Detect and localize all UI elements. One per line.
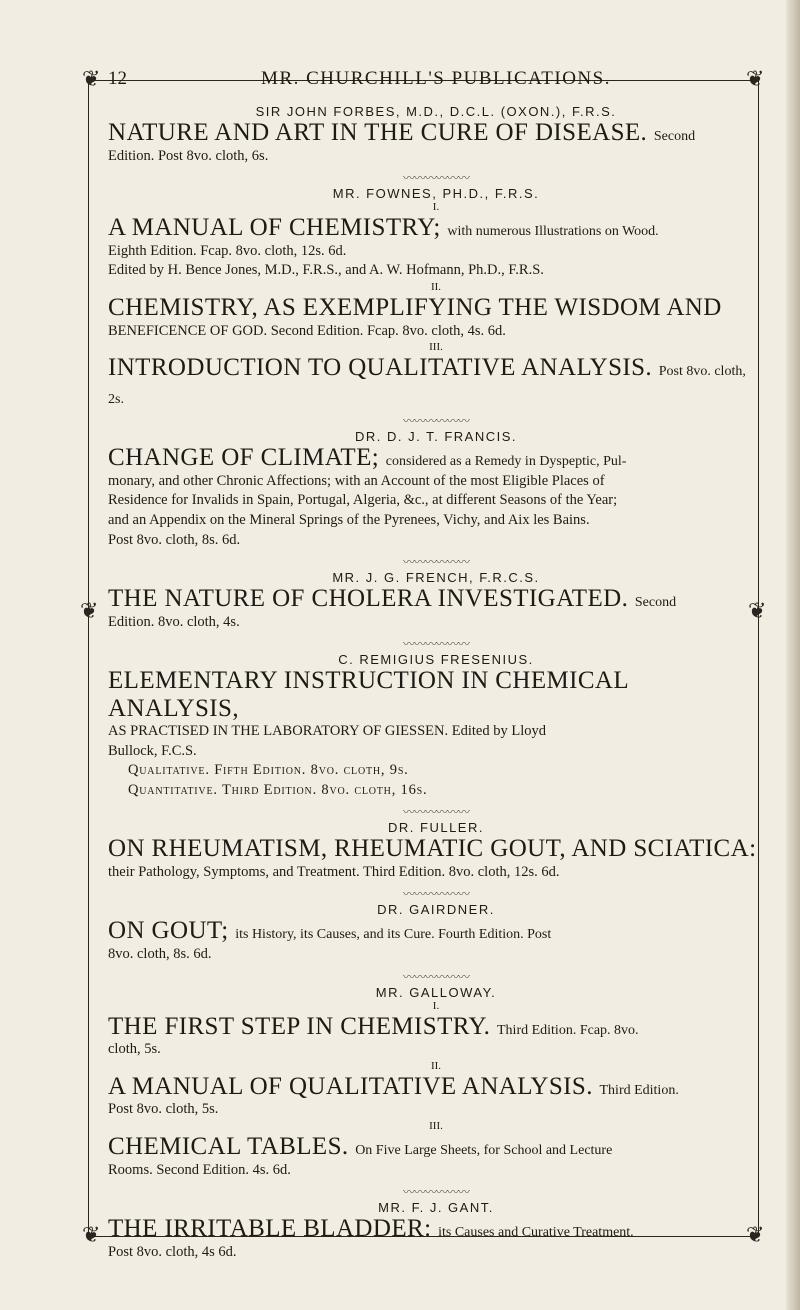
book-title-text: ON GOUT; xyxy=(108,917,229,945)
book-title xyxy=(108,585,764,613)
book-details: 8vo. cloth, 8s. 6d. xyxy=(108,945,212,962)
book-title xyxy=(108,1133,764,1161)
book-title-text: A MANUAL OF CHEMISTRY; xyxy=(108,214,441,242)
author-name: DR. D. J. T. FRANCIS. xyxy=(355,429,517,445)
book-title-suffix: its History, its Causes, and its Cure. Fourth Edition. Post xyxy=(235,927,552,943)
book-title xyxy=(108,294,764,322)
publication-entry xyxy=(108,971,764,1181)
divider-rule: 〰〰〰〰〰〰 xyxy=(402,171,469,186)
edition-detail: Qualitative. Fifth Edition. 8vo. cloth, 9s. xyxy=(128,762,409,779)
book-details: monary, and other Chronic Affections; with an Account of the most Eligible Places of xyxy=(108,472,605,489)
author-name: MR. FOWNES, PH.D., F.R.S. xyxy=(332,186,540,202)
roman-numeral: III. xyxy=(429,1120,443,1132)
author-name: MR. J. G. FRENCH, F.R.C.S. xyxy=(332,570,540,586)
divider-rule: 〰〰〰〰〰〰 xyxy=(402,555,469,570)
book-details: Post 8vo. cloth, 8s. 6d. xyxy=(108,531,241,548)
book-title-text: NATURE AND ART IN THE CURE OF DISEASE. xyxy=(108,119,648,146)
book-title xyxy=(108,835,764,863)
book-title-text: THE NATURE OF CHOLERA INVESTIGATED. xyxy=(108,585,629,613)
author-name: C. REMIGIUS FRESENIUS. xyxy=(338,652,534,668)
page-edge-shadow xyxy=(786,0,800,1310)
book-details: AS PRACTISED IN THE LABORATORY OF GIESSEN. Edited by Lloyd xyxy=(108,723,546,740)
publication-entry xyxy=(108,415,764,550)
divider-rule: 〰〰〰〰〰〰 xyxy=(402,805,469,820)
book-details: Post 8vo. cloth, 4s 6d. xyxy=(108,1243,237,1260)
book-title-text: A MANUAL OF QUALITATIVE ANALYSIS. xyxy=(108,1072,593,1100)
book-details: Edited by H. Bence Jones, M.D., F.R.S., and A. W. Hofmann, Ph.D., F.R.S. xyxy=(108,262,544,279)
page-number: 12 xyxy=(108,68,127,89)
book-details: Residence for Invalids in Spain, Portugal, Algeria, &c., at different Seasons of the Year; xyxy=(108,492,618,509)
book-title-text: THE FIRST STEP IN CHEMISTRY. xyxy=(108,1012,491,1040)
page-content xyxy=(108,66,767,1262)
book-title xyxy=(108,214,764,242)
roman-numeral: II. xyxy=(430,280,442,293)
book-details: and an Appendix on the Mineral Springs of the Pyrenees, Vichy, and Aix les Bains. xyxy=(108,511,590,528)
book-title xyxy=(108,444,764,472)
book-details: cloth, 5s. xyxy=(108,1041,161,1058)
publication-entry xyxy=(108,555,767,632)
book-title-suffix: with numerous Illustrations on Wood. xyxy=(447,224,659,240)
roman-numeral: III. xyxy=(429,341,443,354)
book-details: Eighth Edition. Fcap. 8vo. cloth, 12s. 6d. xyxy=(108,242,347,259)
book-title xyxy=(108,917,764,945)
book-title-suffix: Third Edition. Fcap. 8vo. xyxy=(497,1022,639,1038)
book-title-suffix: considered as a Remedy in Dyspeptic, Pul- xyxy=(385,454,627,470)
book-details: BENEFICENCE OF GOD. Second Edition. Fcap. 8vo. cloth, 4s. 6d. xyxy=(108,322,506,339)
divider-rule: 〰〰〰〰〰〰 xyxy=(402,887,469,902)
roman-numeral: I. xyxy=(432,201,440,214)
author-name: MR. GALLOWAY. xyxy=(375,984,497,1000)
roman-numeral: I. xyxy=(432,999,440,1012)
book-title-suffix: Second xyxy=(634,595,677,611)
publication-entry xyxy=(108,104,764,166)
divider-rule: 〰〰〰〰〰〰 xyxy=(402,637,469,652)
publication-entry xyxy=(108,172,764,409)
book-title xyxy=(108,1013,764,1041)
book-title-suffix: On Five Large Sheets, for School and Lecture xyxy=(355,1143,613,1159)
book-title-text: CHANGE OF CLIMATE; xyxy=(108,444,380,472)
left-border-rule xyxy=(88,80,89,1236)
author-name: MR. F. J. GANT. xyxy=(378,1200,494,1216)
book-title-text: ON RHEUMATISM, RHEUMATIC GOUT, AND SCIATICA: xyxy=(108,835,757,863)
publication-list xyxy=(108,104,767,1262)
book-details: Edition. Post 8vo. cloth, 6s. xyxy=(108,147,269,164)
corner-ornament-icon: ❦ xyxy=(82,1222,101,1247)
book-title-text: CHEMICAL TABLES. xyxy=(108,1133,349,1161)
book-title-text: THE IRRITABLE BLADDER: xyxy=(108,1215,432,1243)
publication-entry xyxy=(108,1186,764,1262)
corner-ornament-icon: ❦ xyxy=(746,1222,765,1247)
edition-detail: Quantitative. Third Edition. 8vo. cloth, 16s. xyxy=(128,781,428,798)
publication-entry xyxy=(108,888,764,964)
book-title xyxy=(108,1215,764,1243)
side-ornament-icon: ❦ xyxy=(80,598,99,623)
book-title-text: ELEMENTARY INSTRUCTION IN CHEMICAL ANALYSIS, xyxy=(108,667,629,722)
side-ornament-icon: ❦ xyxy=(748,598,767,623)
book-title-text: CHEMISTRY, AS EXEMPLIFYING THE WISDOM AND xyxy=(108,294,722,322)
book-title xyxy=(108,1073,764,1101)
book-title-suffix: Post 8vo. cloth, 2s. xyxy=(108,364,746,407)
book-title-suffix: its Causes and Curative Treatment. xyxy=(438,1225,634,1241)
book-title xyxy=(108,354,764,409)
author-name: DR. GAIRDNER. xyxy=(377,902,495,918)
book-title-text: INTRODUCTION TO QUALITATIVE ANALYSIS. xyxy=(108,354,653,382)
author-name: SIR JOHN FORBES, M.D., D.C.L. (OXON.), F.R.S. xyxy=(255,104,617,119)
book-details: Post 8vo. cloth, 5s. xyxy=(108,1101,219,1118)
publication-entry xyxy=(108,806,764,882)
divider-rule: 〰〰〰〰〰〰 xyxy=(402,969,469,984)
running-title: MR. CHURCHILL'S PUBLICATIONS. xyxy=(261,68,611,89)
book-details: Edition. 8vo. cloth, 4s. xyxy=(108,613,240,630)
book-details: their Pathology, Symptoms, and Treatment. Third Edition. 8vo. cloth, 12s. 6d. xyxy=(108,863,560,880)
book-details: Rooms. Second Edition. 4s. 6d. xyxy=(108,1161,291,1178)
book-title-suffix: Third Edition. xyxy=(599,1082,679,1098)
book-title-suffix: Second xyxy=(653,129,696,144)
corner-ornament-icon: ❦ xyxy=(82,66,101,91)
publication-entry xyxy=(108,638,764,800)
book-details: Bullock, F.C.S. xyxy=(108,742,197,759)
divider-rule: 〰〰〰〰〰〰 xyxy=(402,414,469,429)
roman-numeral: II. xyxy=(430,1059,442,1072)
divider-rule: 〰〰〰〰〰〰 xyxy=(402,1185,469,1200)
book-title xyxy=(108,119,764,147)
corner-ornament-icon: ❦ xyxy=(746,66,765,91)
author-name: DR. FULLER. xyxy=(388,820,484,836)
book-title xyxy=(108,667,764,722)
page-header xyxy=(108,66,764,98)
